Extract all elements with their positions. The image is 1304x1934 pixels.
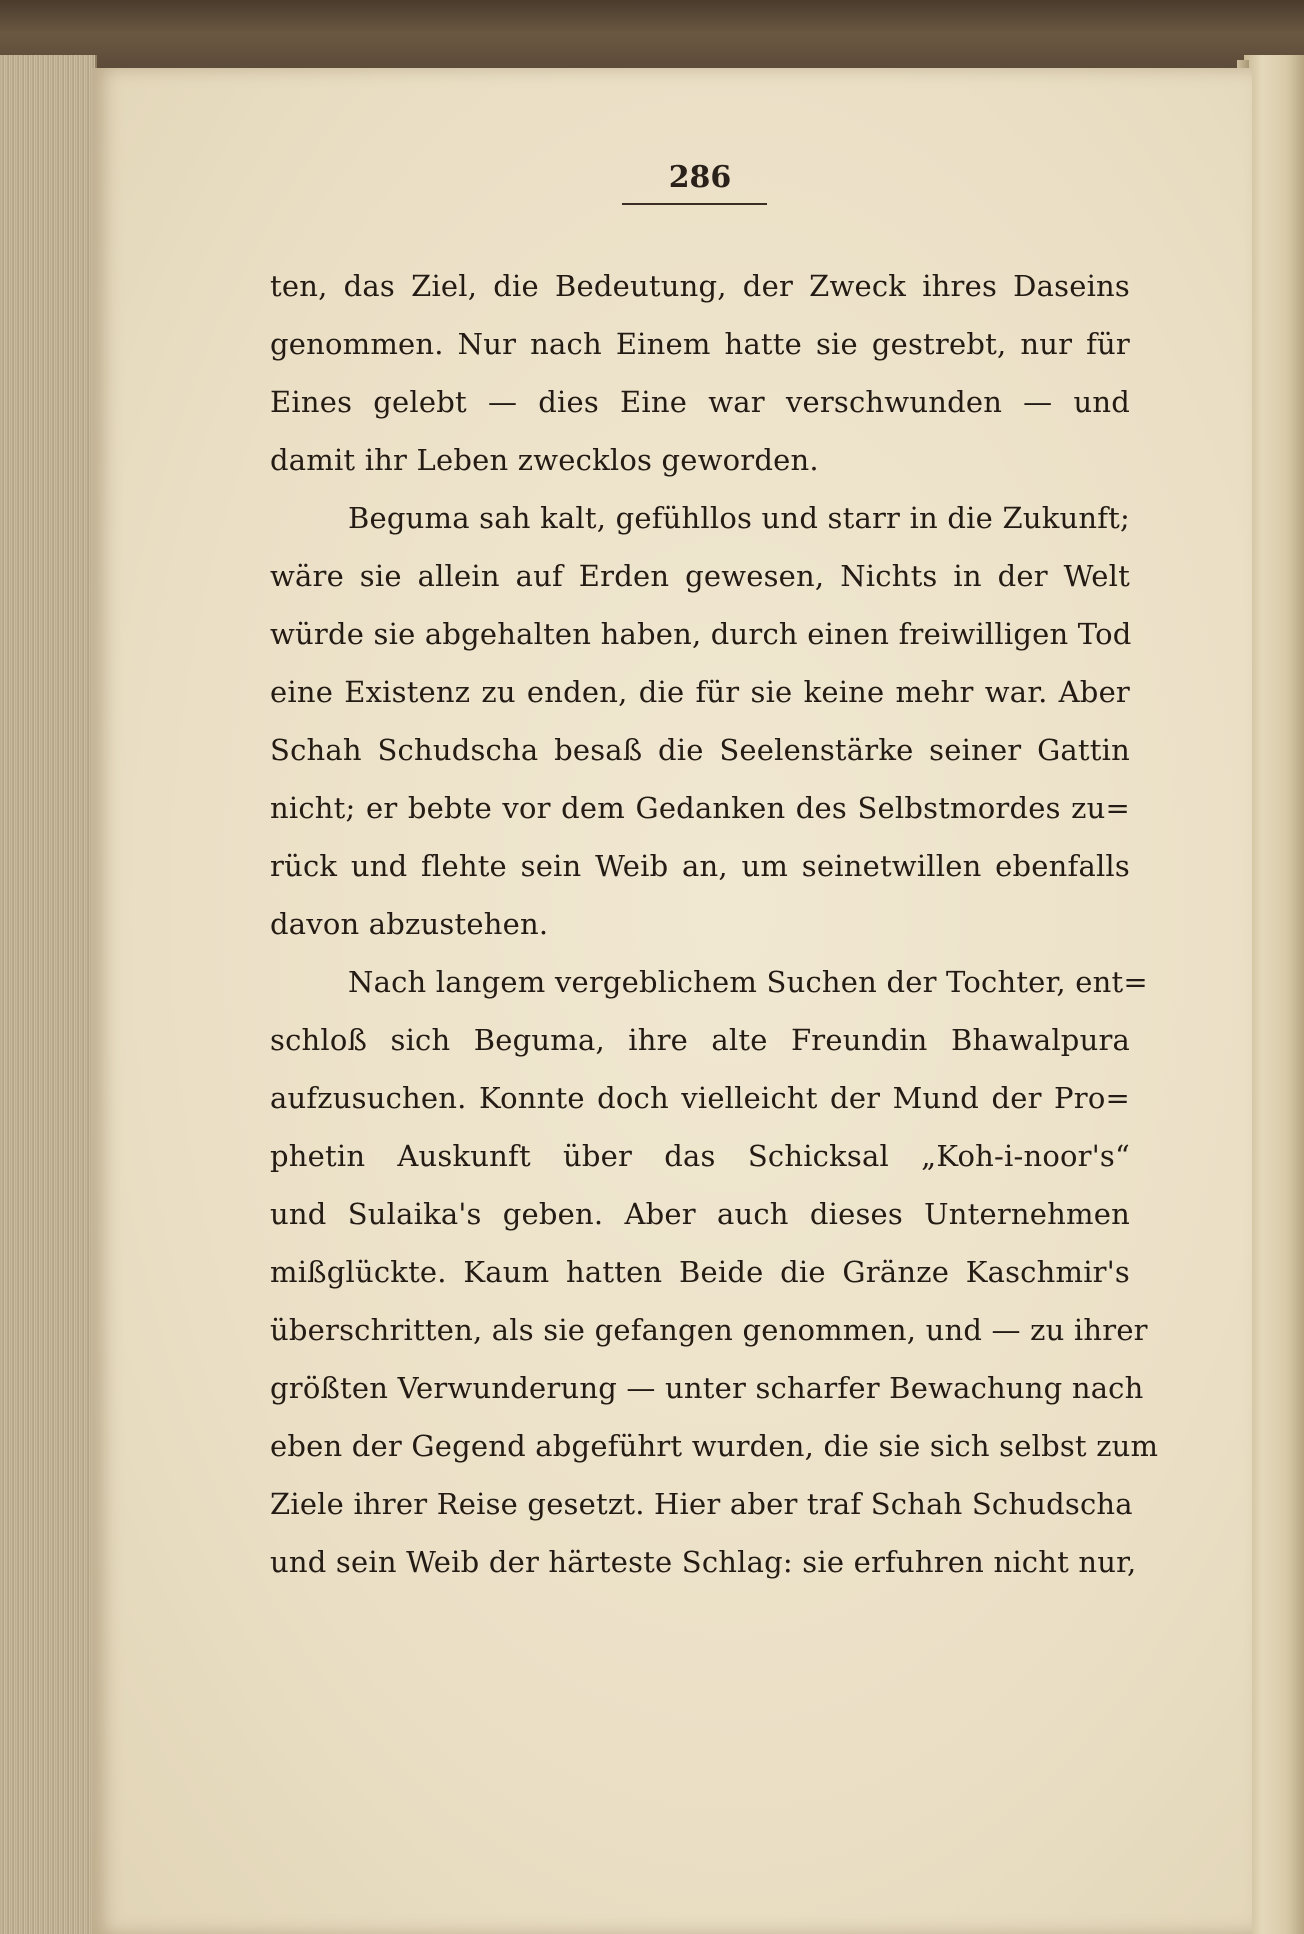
- text-line: schloß sich Beguma, ihre alte Freundin Bhawalpura: [270, 1023, 1130, 1057]
- text-line: eine Existenz zu enden, die für sie keine mehr war. Aber: [270, 675, 1130, 709]
- text-line: überschritten, als sie gefangen genommen, und — zu ihrer: [270, 1313, 1148, 1347]
- text-line: rück und flehte sein Weib an, um seinetwillen ebenfalls: [270, 849, 1130, 883]
- text-line: genommen. Nur nach Einem hatte sie gestrebt, nur für: [270, 327, 1130, 361]
- page-number: 286: [668, 160, 732, 195]
- text-line: phetin Auskunft über das Schicksal „Koh-i-noor's“: [270, 1139, 1130, 1173]
- text-line: Nach langem vergeblichem Suchen der Tochter, ent=: [348, 965, 1148, 999]
- text-line: würde sie abgehalten haben, durch einen freiwilligen Tod: [270, 617, 1132, 651]
- text-line: davon abzustehen.: [270, 907, 549, 941]
- facing-page-edge: [1244, 55, 1304, 1934]
- text-line: Eines gelebt — dies Eine war verschwunden — und: [270, 385, 1130, 419]
- text-line: Schah Schudscha besaß die Seelenstärke seiner Gattin: [270, 733, 1130, 767]
- text-line: mißglückte. Kaum hatten Beide die Gränze Kaschmir's: [270, 1255, 1130, 1289]
- page-edges-left: [0, 55, 97, 1934]
- page-number-rule: [622, 203, 767, 205]
- text-line: und sein Weib der härteste Schlag: sie erfuhren nicht nur,: [270, 1545, 1137, 1579]
- body-text: [270, 257, 1159, 1591]
- text-line: damit ihr Leben zwecklos geworden.: [270, 443, 819, 477]
- text-line: wäre sie allein auf Erden gewesen, Nichts in der Welt: [270, 559, 1130, 593]
- text-line: Beguma sah kalt, gefühllos und starr in die Zukunft;: [348, 501, 1130, 535]
- text-line: nicht; er bebte vor dem Gedanken des Selbstmordes zu=: [270, 791, 1130, 825]
- text-line: aufzusuchen. Konnte doch vielleicht der Mund der Pro=: [270, 1081, 1130, 1115]
- text-line: größten Verwunderung — unter scharfer Bewachung nach: [270, 1371, 1144, 1405]
- text-line: ten, das Ziel, die Bedeutung, der Zweck ihres Daseins: [270, 269, 1130, 303]
- book-cover-top: [0, 0, 1304, 75]
- text-line: Ziele ihrer Reise gesetzt. Hier aber traf Schah Schudscha: [270, 1487, 1133, 1521]
- text-line: eben der Gegend abgeführt wurden, die sie sich selbst zum: [270, 1429, 1159, 1463]
- text-line: und Sulaika's geben. Aber auch dieses Unternehmen: [270, 1197, 1130, 1231]
